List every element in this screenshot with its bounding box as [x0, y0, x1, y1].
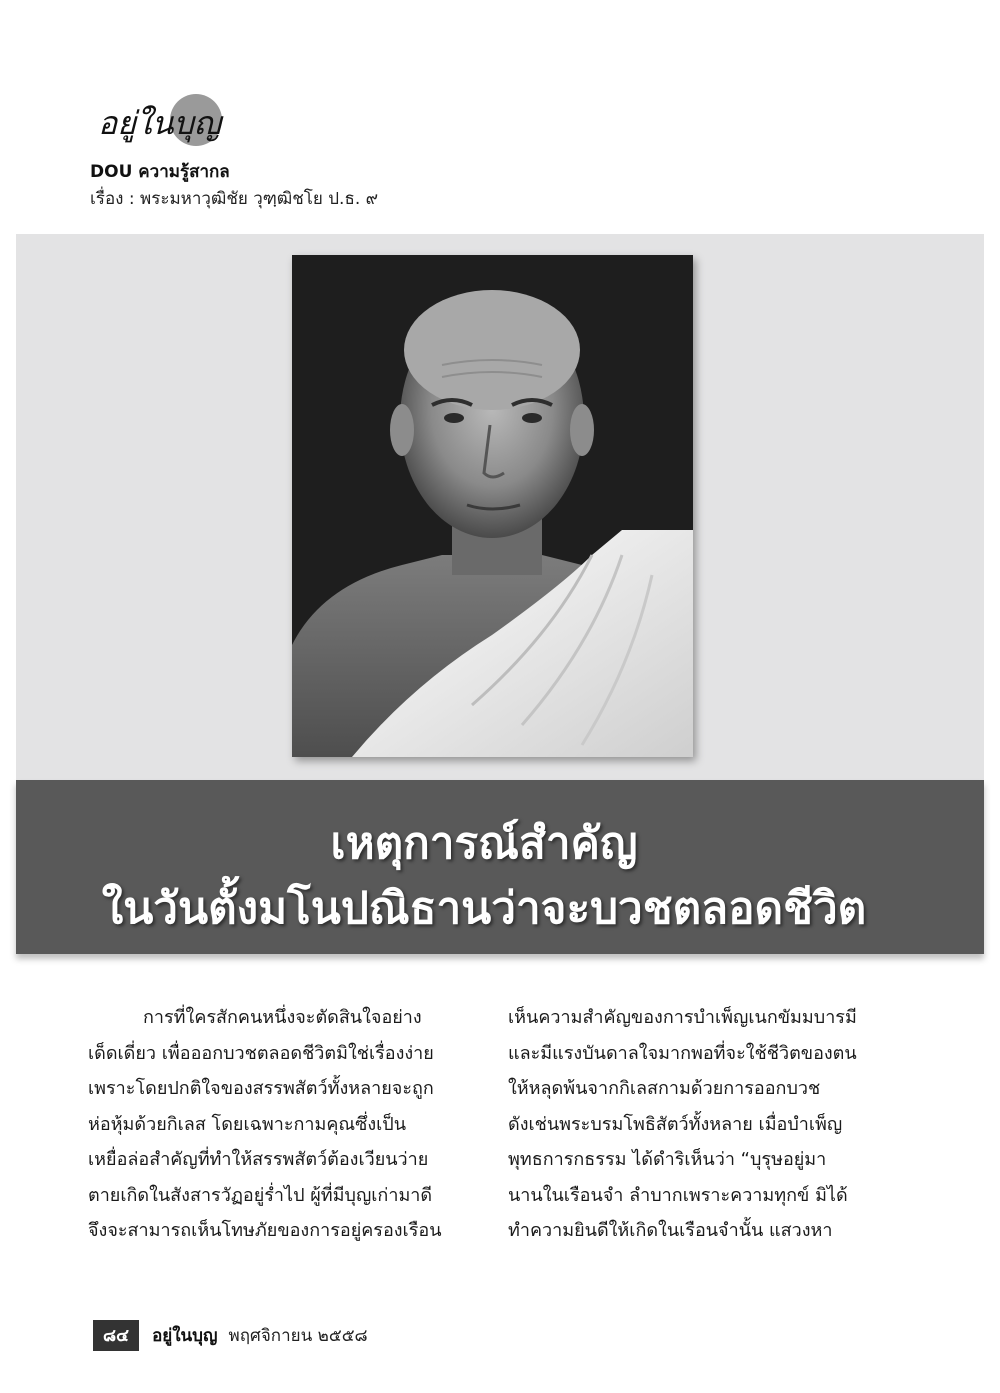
body-column-left: [88, 1000, 473, 1249]
body-column-right: [508, 1000, 893, 1249]
footer-issue-date: พฤศจิกายน ๒๕๕๘: [228, 1326, 368, 1346]
logo-text: อยู่ในบุญ: [98, 104, 222, 142]
body-line: และมีแรงบันดาลใจมากพอที่จะใช้ชีวิตของตน: [508, 1042, 857, 1064]
body-line: เหยื่อล่อสำคัญที่ทำให้สรรพสัตว์ต้องเวียนว่าย: [88, 1149, 429, 1170]
body-line: พุทธการกธรรม ได้ดำริเห็นว่า “บุรุษอยู่มา: [508, 1149, 827, 1170]
body-line: จึงจะสามารถเห็นโทษภัยของการอยู่ครองเรือน: [88, 1220, 442, 1241]
page-number: ๘๔: [93, 1320, 139, 1351]
magazine-logo: [98, 92, 228, 150]
body-line: ห่อหุ้มด้วยกิเลส โดยเฉพาะกามคุณซึ่งเป็น: [88, 1113, 406, 1135]
body-line: เห็นความสำคัญของการบำเพ็ญเนกขัมมบารมี: [508, 1007, 857, 1028]
page-footer: [93, 1320, 368, 1346]
article-title-line-2: ในวันตั้งมโนปณิธานว่าจะบวชตลอดชีวิต: [101, 883, 867, 934]
footer-magazine-name: อยู่ในบุญ: [152, 1326, 218, 1346]
body-line: ดังเช่นพระบรมโพธิสัตว์ทั้งหลาย เมื่อบำเพ็ญ: [508, 1113, 843, 1135]
body-line: นานในเรือนจำ ลำบากเพราะความทุกข์ มิได้: [508, 1184, 848, 1206]
section-label: DOU ความรู้สากล: [90, 162, 230, 182]
body-line: การที่ใครสักคนหนึ่งจะตัดสินใจอย่าง: [143, 1007, 422, 1028]
body-line: ทำความยินดีให้เกิดในเรือนจำนั้น แสวงหา: [508, 1220, 833, 1241]
article-title-line-1: เหตุการณ์สำคัญ: [330, 818, 638, 869]
monk-portrait-photo: [292, 255, 693, 757]
body-line: เพราะโดยปกติใจของสรรพสัตว์ทั้งหลายจะถูก: [88, 1078, 434, 1099]
body-line: เด็ดเดี่ยว เพื่อออกบวชตลอดชีวิตมิใช่เรื่องง่าย: [88, 1042, 434, 1064]
body-line: ตายเกิดในสังสารวัฏอยู่ร่ำไป ผู้ที่มีบุญเก่ามาดี: [88, 1184, 433, 1206]
body-line: ให้หลุดพ้นจากกิเลสกามด้วยการออกบวช: [508, 1078, 821, 1099]
author-byline: เรื่อง : พระมหาวุฒิชัย วุฑฺฒิชโย ป.ธ. ๙: [90, 189, 379, 209]
